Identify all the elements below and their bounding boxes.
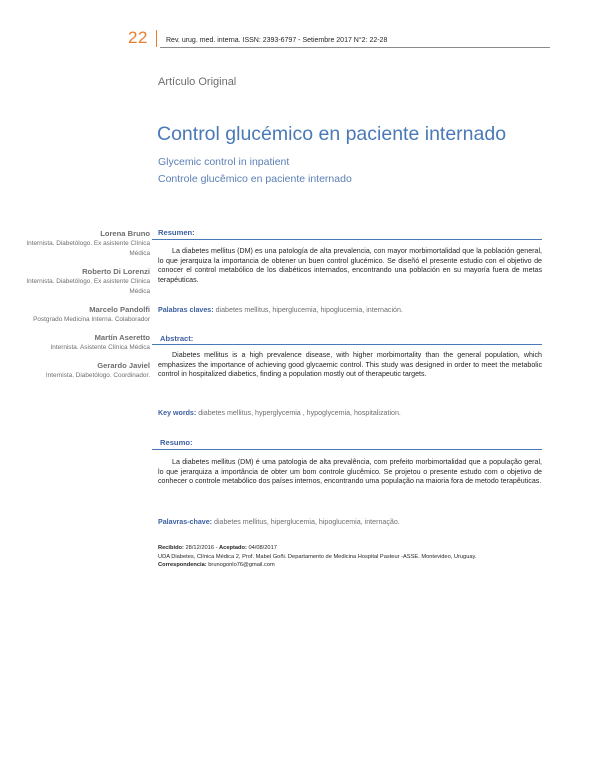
header-rule	[160, 47, 550, 48]
key-words-values: diabetes mellitus, hyperglycemia , hypoglycemia, hospitalization.	[198, 409, 401, 417]
correspondence-email: brunogonlo76@gmail.com	[208, 562, 275, 568]
author-name: Marcelo Pandolfi	[89, 305, 150, 314]
received-date: 28/12/2016	[185, 545, 214, 551]
author-affiliation: Internista. Diabetólogo. Ex asistente Clínica Médica	[26, 240, 150, 257]
resumo-text: La diabetes mellitus (DM) é uma patologia de alta prevalência, com prefeito morbimortalidad que a população geral, lo que jerarquiza a importância de obter um bom controle glucêmico. Se projetou o presente estudo com o objetivo de conhecer o controle metabólico dos países internos, encontrando uma população na maioria fora de metodo terapêuticas.	[158, 458, 542, 486]
accepted-label: Aceptado:	[219, 545, 247, 551]
resumen-text: La diabetes mellitus (DM) es una patología de alta prevalencia, con mayor morbimortalidad que la población general, lo que jerarquiza la importancia de obtener un buen control glucémico. Se diseñó el presente estudio con el objetivo de conocer el control metabólico de los diabéticos internados, encontrando una población en su mayoría fuera de metas terapéuticas.	[158, 247, 542, 284]
palabras-claves-label: Palabras claves:	[158, 306, 214, 314]
correspondence-line	[158, 561, 538, 570]
institution-affiliation: UDA Diabetes, Clínica Médica 2, Prof. Mabel Goñi. Departamento de Medicina Hospital Pasteur -ASSE. Montevideo, Uruguay.	[158, 553, 477, 560]
author	[20, 361, 150, 381]
correspondence-label: Correspondencia:	[158, 562, 207, 568]
title-portuguese: Controle glucêmico en paciente internado	[158, 173, 352, 185]
palabras-claves-values: diabetes mellitus, hiperglucemia, hipoglucemia, internación.	[215, 306, 403, 314]
author-name: Gerardo Javiel	[97, 361, 150, 370]
journal-reference: Rev. urug. med. interna. ISSN: 2393-6797 - Setiembre 2017 N°2: 22-28	[166, 37, 388, 44]
author-affiliation: Postgrado Medicina Interna. Colaborador	[33, 316, 150, 323]
palavras-chave-label: Palavras-chave:	[158, 518, 213, 526]
author-list	[20, 229, 150, 389]
article-type: Artículo Original	[158, 76, 237, 88]
title-english: Glycemic control in inpatient	[158, 156, 290, 168]
palabras-claves	[158, 306, 403, 314]
author	[20, 333, 150, 353]
key-words-label: Key words:	[158, 409, 197, 417]
page-number: 22	[128, 28, 148, 47]
palavras-chave	[158, 518, 400, 526]
author-name: Lorena Bruno	[100, 229, 150, 238]
author	[20, 305, 150, 325]
author-affiliation: Internista. Diabetólogo. Coordinador.	[45, 372, 150, 379]
author	[20, 229, 150, 259]
author-affiliation: Internista. Asistente Clínica Médica	[50, 344, 150, 351]
dates-line: Recibido: 28/12/2016 - Aceptado: 04/08/2017	[158, 545, 277, 551]
accepted-date: 04/08/2017	[248, 545, 277, 551]
author	[20, 267, 150, 297]
abstract-text: Diabetes mellitus is a high prevalence disease, with higher morbimortality than the general population, which emphasizes the importance of achieving good glycaemic control. This study was designed in order to meet the metabolic control in hospitalized diabetics, finding a population mostly out of therapeutic targets.	[158, 351, 542, 379]
abstract-rule	[152, 344, 542, 345]
resumo-rule	[152, 449, 542, 450]
received-label: Recibido:	[158, 545, 184, 551]
key-words	[158, 409, 401, 417]
author-name: Roberto Di Lorenzi	[82, 267, 150, 276]
author-name: Martín Aseretto	[94, 333, 150, 342]
resumen-heading: Resumen:	[158, 228, 195, 237]
author-affiliation: Internista. Diabetólogo. Ex asistente Clínica Médica	[26, 278, 150, 295]
article-footnote	[158, 544, 538, 570]
abstract-heading: Abstract:	[160, 334, 194, 343]
header-divider	[156, 30, 157, 47]
palavras-chave-values: diabetes mellitus, hiperglucemia, hipoglucemia, internação.	[214, 518, 400, 526]
resumo-heading: Resumo:	[160, 438, 193, 447]
resumen-rule	[152, 239, 542, 240]
title-spanish: Control glucémico en paciente internado	[157, 123, 507, 145]
